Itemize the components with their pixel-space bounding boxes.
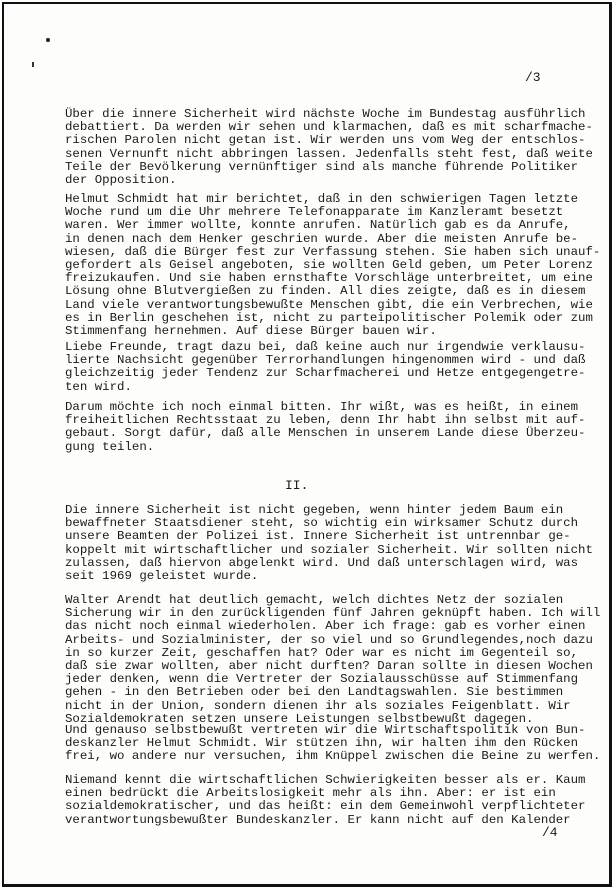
text-line: Teile der Bevölkerung vernünftiger sind als manche führende Politiker (65, 159, 579, 174)
scan-mark (32, 62, 34, 67)
paragraph-3 (65, 340, 586, 394)
text-line: seit 1969 geleistet wurde. (65, 569, 259, 584)
text-line: lierte Nachsicht gegenüber Terrorhandlungen hingenommen wird - und daß (65, 353, 586, 368)
text-line: Walter Arendt hat deutlich gemacht, welch dichtes Netz der sozialen (65, 593, 564, 607)
text-line: Arbeits- und Sozialminister, der so viel und so Grundlegendes,noch dazu (65, 632, 593, 647)
text-line: Die innere Sicherheit ist nicht gegeben, wenn hinter jedem Baum ein (65, 503, 564, 517)
section-heading: II. (285, 478, 309, 493)
text-line: Liebe Freunde, tragt dazu bei, daß keine auch nur irgendwie verklausu- (65, 340, 586, 354)
text-line: ten wird. (65, 379, 132, 394)
text-line: gebaut. Sorgt dafür, daß alle Menschen in unserem Lande diese Überzeu- (65, 426, 586, 441)
text-line: zulassen, daß hiervon abgelenkt wird. Und daß unterschlagen wird, was (65, 555, 579, 570)
paragraph-1 (65, 107, 593, 188)
text-line: das nicht noch einmal wiederholen. Aber ich frage: gab es vorher einen (65, 619, 586, 634)
text-line: frei, wo andere nur versuchen, ihm Knüppel zwischen die Beine zu werfen. (65, 749, 601, 764)
page-number-bottom: /4 (542, 825, 558, 840)
paragraph-7 (65, 723, 601, 764)
text-line: nicht in der Union, sondern dienen ihr als soziales Feigenblatt. Wir (65, 698, 571, 713)
text-line: der Opposition. (65, 173, 177, 188)
text-line: Niemand kennt die wirtschaftlichen Schwierigkeiten besser als er. Kaum (65, 773, 586, 787)
document-page (2, 2, 612, 887)
paragraph-8 (65, 773, 586, 827)
text-line: in so kurzer Zeit, geschaffen hat? Oder war es nicht im Gegenteil so, (65, 645, 579, 660)
text-line: gehen - in den Betrieben oder bei den Landtagswahlen. Sie bestimmen (65, 685, 564, 700)
text-line: Sozialdemokraten setzen unsere Leistungen selbstbewußt dagegen. (65, 711, 534, 726)
text-line: Land viele verantwortungsbewußte Menschen gibt, die ein Verbrechen, wie (65, 297, 593, 312)
text-line: Helmut Schmidt hat mir berichtet, daß in den schwierigen Tagen letzte (65, 192, 579, 206)
text-line: verantwortungsbewußter Bundeskanzler. Er kann nicht auf den Kalender (65, 812, 571, 827)
text-line: Lösung ohne Blutvergießen zu finden. All dies zeigte, daß es in diesem (65, 284, 586, 299)
text-line: rischen Parolen nicht getan ist. Wir werden uns vom Weg der entschlos- (65, 133, 586, 148)
text-line: wiesen, daß die Bürger fest zur Verfassung stehen. Sie haben sich unauf- (65, 244, 601, 259)
text-line: Sicherung wir in den zurückligenden fünf Jahren geknüpft haben. Ich will (65, 606, 601, 621)
text-line: bewaffneter Staatsdiener steht, so wichtig ein wirksamer Schutz durch (65, 516, 579, 531)
text-line: Darum möchte ich noch einmal bitten. Ihr wißt, was es heißt, in einem (65, 400, 579, 414)
scan-speck (46, 38, 50, 42)
text-line: Über die innere Sicherheit wird nächste Woche im Bundestag ausführlich (65, 107, 586, 121)
paragraph-6 (65, 593, 601, 726)
text-line: einen bedrückt die Arbeitslosigkeit mehr als ihn. Aber: er ist ein (65, 786, 556, 801)
paragraph-5 (65, 503, 593, 584)
text-line: gleichzeitig jeder Tendenz zur Scharfmacherei und Hetze entgegengetre- (65, 366, 586, 381)
text-line: gung teilen. (65, 439, 155, 454)
paragraph-2 (65, 192, 601, 339)
text-line: freiheitlichen Rechtsstaat zu leben, denn Ihr habt ihn selbst mit auf- (65, 413, 586, 428)
paragraph-4 (65, 400, 586, 454)
text-line: freizukaufen. Und sie haben ernsthafte Vorschläge unterbreitet, um eine (65, 271, 593, 286)
text-line: waren. Wer immer wollte, konnte anrufen. Natürlich gab es da Anrufe, (65, 218, 571, 233)
text-line: Woche rund um die Uhr mehrere Telefonapparate im Kanzleramt besetzt (65, 205, 564, 220)
text-line: deskanzler Helmut Schmidt. Wir stützen ihn, wir halten ihm den Rücken (65, 736, 579, 751)
text-line: senen Vernunft nicht abbringen lassen. Jedenfalls steht fest, daß weite (65, 146, 593, 161)
text-line: sozialdemokratischer, und das heißt: ein dem Gemeinwohl verpflichteter (65, 799, 586, 814)
text-line: koppelt mit wirtschaftlicher und sozialer Sicherheit. Wir sollten nicht (65, 542, 593, 557)
text-line: debattiert. Da werden wir sehen und klarmachen, daß es mit scharfmache- (65, 120, 593, 135)
text-line: es in Berlin geschehen ist, nicht zu parteipolitischer Polemik oder zum (65, 310, 593, 325)
text-line: Und genauso selbstbewußt vertreten wir die Wirtschaftspolitik von Bun- (65, 723, 586, 737)
text-line: daß sie zwar wollten, aber nicht durften? Daran sollte in diesen Wochen (65, 659, 593, 674)
text-line: in denen nach dem Henker geschrien wurde. Aber die meisten Anrufe be- (65, 231, 579, 246)
text-line: unsere Beamten der Polizei ist. Innere Sicherheit ist untrennbar ge- (65, 529, 571, 544)
page-number-top: /3 (525, 70, 541, 85)
text-line: Stimmenfang hernehmen. Auf diese Bürger bauen wir. (65, 324, 437, 339)
text-line: jeder denken, wenn die Vertreter der Sozialausschüsse auf Stimmenfang (65, 672, 579, 687)
text-line: gefordert als Geisel angeboten, sie wollten Geld geben, um Peter Lorenz (65, 258, 593, 273)
